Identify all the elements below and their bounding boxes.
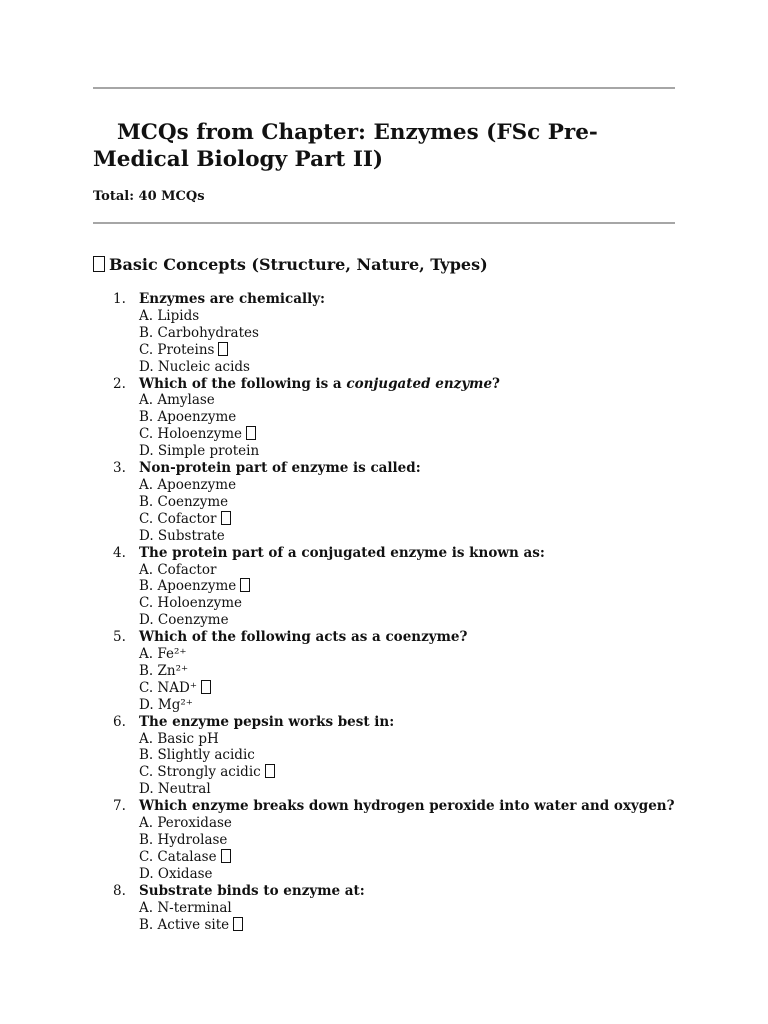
answer-option: B. Apoenzyme <box>139 578 675 595</box>
checkbox-glyph-icon <box>93 256 105 272</box>
correct-mark-icon <box>218 342 228 356</box>
answer-option: A. Fe²⁺ <box>139 646 187 663</box>
question-item <box>93 291 675 376</box>
question-item <box>93 714 675 799</box>
question-text: Non-protein part of enzyme is called: <box>139 460 421 477</box>
correct-mark-icon <box>221 849 231 863</box>
answer-option: B. Zn²⁺ <box>139 662 189 679</box>
answer-option: D. Nucleic acids <box>139 358 250 375</box>
section-heading-text: Basic Concepts (Structure, Nature, Types) <box>109 255 488 274</box>
answer-option: C. Cofactor <box>139 511 675 528</box>
page-title: MCQs from Chapter: Enzymes (FSc Pre-Medical Biology Part II) <box>93 120 598 172</box>
answer-option: D. Simple protein <box>139 443 260 460</box>
question-number: 6. <box>113 713 126 730</box>
question-text: The enzyme pepsin works best in: <box>139 713 395 730</box>
question-item <box>93 460 675 545</box>
answer-option: C. Holoenzyme <box>139 426 675 443</box>
answer-option: D. Mg²⁺ <box>139 696 193 713</box>
answer-option: D. Neutral <box>139 781 211 798</box>
question-item <box>93 883 675 934</box>
question-text: Which enzyme breaks down hydrogen peroxide into water and oxygen? <box>139 798 675 815</box>
answer-option: A. Amylase <box>139 392 215 409</box>
section-heading <box>93 255 488 275</box>
answer-option: C. Catalase <box>139 849 675 866</box>
question-item <box>93 629 675 714</box>
total-count: Total: 40 MCQs <box>93 189 205 204</box>
answer-option: B. Slightly acidic <box>139 747 255 764</box>
question-emphasis: conjugated enzyme <box>346 375 493 392</box>
question-number: 1. <box>113 291 126 307</box>
question-number: 8. <box>113 882 126 899</box>
question-number: 5. <box>113 629 126 646</box>
answer-option: C. NAD⁺ <box>139 680 675 697</box>
correct-mark-icon <box>233 917 243 931</box>
answer-option: D. Substrate <box>139 527 225 544</box>
correct-mark-icon <box>265 764 275 778</box>
question-number: 3. <box>113 460 126 477</box>
answer-option: A. Apoenzyme <box>139 476 237 493</box>
answer-option: D. Oxidase <box>139 865 213 882</box>
question-text: Which of the following is a conjugated enzyme? <box>139 375 500 392</box>
question-item <box>93 376 675 461</box>
answer-option: A. Cofactor <box>139 561 217 578</box>
answer-option: A. Lipids <box>139 307 200 324</box>
question-number: 4. <box>113 544 126 561</box>
top-divider <box>93 87 675 89</box>
answer-option: A. Peroxidase <box>139 815 232 832</box>
question-item <box>93 545 675 630</box>
answer-option: B. Coenzyme <box>139 493 229 510</box>
question-text: The protein part of a conjugated enzyme is known as: <box>139 544 545 561</box>
answer-option: B. Carbohydrates <box>139 324 259 341</box>
answer-option: B. Active site <box>139 917 675 934</box>
correct-mark-icon <box>221 511 231 525</box>
answer-option: B. Hydrolase <box>139 832 228 848</box>
question-text: Substrate binds to enzyme at: <box>139 882 365 899</box>
answer-option: C. Strongly acidic <box>139 764 675 781</box>
question-item <box>93 798 675 883</box>
question-number: 7. <box>113 798 126 815</box>
answer-option: A. Basic pH <box>139 730 219 747</box>
correct-mark-icon <box>246 426 256 440</box>
question-text: Enzymes are chemically: <box>139 291 326 307</box>
correct-mark-icon <box>240 578 250 592</box>
question-text: Which of the following acts as a coenzyme? <box>139 629 468 646</box>
answer-option: D. Coenzyme <box>139 612 229 629</box>
answer-option: C. Holoenzyme <box>139 595 242 612</box>
correct-mark-icon <box>201 680 211 694</box>
mcq-list <box>93 291 675 933</box>
section-divider <box>93 222 675 224</box>
answer-option: C. Proteins <box>139 342 675 359</box>
answer-option: A. N-terminal <box>139 899 232 916</box>
answer-option: B. Apoenzyme <box>139 409 237 426</box>
question-number: 2. <box>113 375 126 392</box>
